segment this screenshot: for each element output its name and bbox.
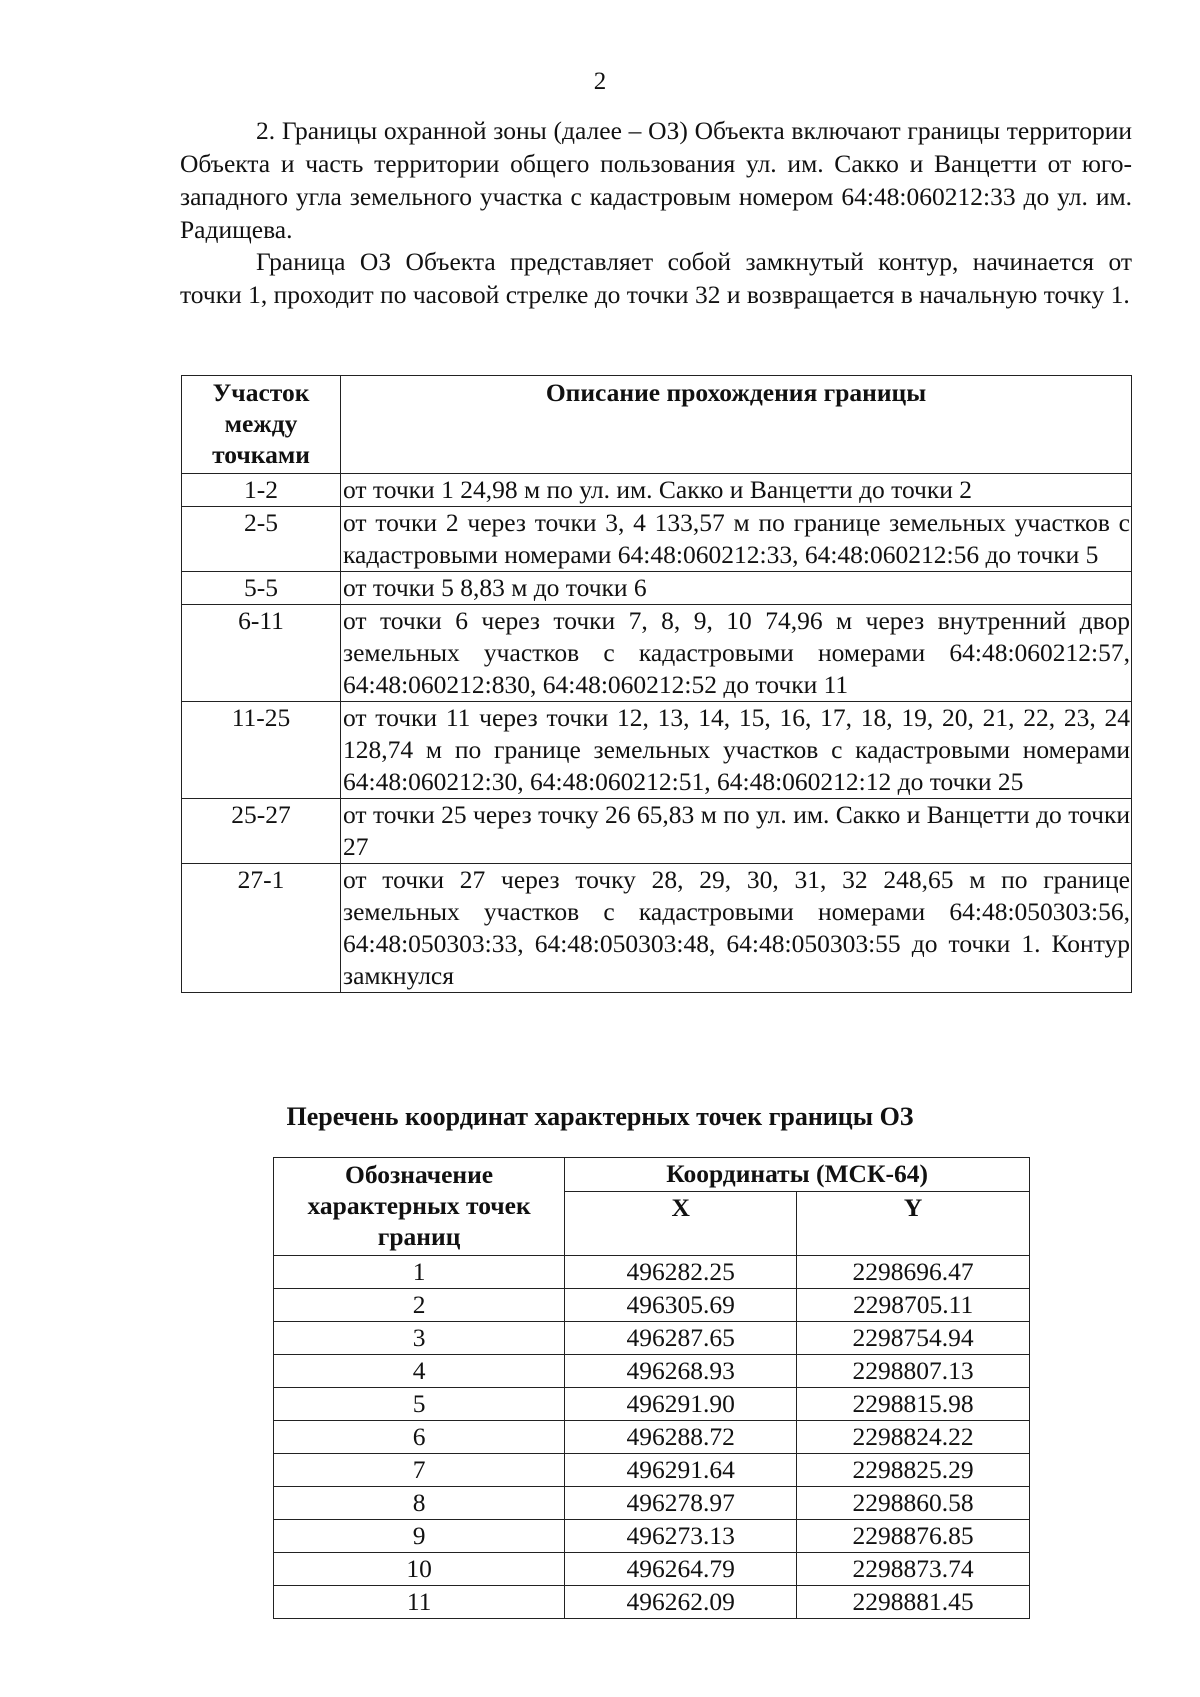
description-cell: от точки 1 24,98 м по ул. им. Сакко и Ванцетти до точки 2 [341, 474, 1132, 507]
y-cell: 2298825.29 [797, 1454, 1030, 1487]
description-cell: от точки 6 через точки 7, 8, 9, 10 74,96 м через внутренний двор земельных участков с кадастровыми номерами 64:48:060212:57, 64:48:060212:830, 64:48:060212:52 до точки 11 [341, 605, 1132, 702]
y-cell: 2298824.22 [797, 1421, 1030, 1454]
x-cell: 496262.09 [565, 1586, 797, 1619]
header-x: X [565, 1191, 797, 1255]
x-cell: 496287.65 [565, 1322, 797, 1355]
table-row [274, 1355, 1030, 1388]
header-point: Обозначение характерных точек границ [274, 1158, 565, 1256]
point-cell: 3 [274, 1322, 565, 1355]
y-cell: 2298815.98 [797, 1388, 1030, 1421]
table-row [274, 1421, 1030, 1454]
segment-cell: 11-25 [182, 702, 341, 799]
point-cell: 8 [274, 1487, 565, 1520]
segment-cell: 2-5 [182, 507, 341, 572]
paragraph-contour: Граница ОЗ Объекта представляет собой замкнутый контур, начинается от точки 1, проходит по часовой стрелке до точки 32 и возвращается в начальную точку 1. [180, 247, 1132, 309]
point-cell: 10 [274, 1553, 565, 1586]
paragraph-boundaries: 2. Границы охранной зоны (далее – ОЗ) Объекта включают границы территории Объекта и часть территории общего пользования ул. им. Сакко и Ванцетти от юго-западного угла земельного участка с кадастровым номером 64:48:060212:33 до ул. им. Радищева. [180, 116, 1132, 244]
y-cell: 2298876.85 [797, 1520, 1030, 1553]
coordinates-header-row [274, 1158, 1030, 1192]
y-cell: 2298881.45 [797, 1586, 1030, 1619]
y-cell: 2298754.94 [797, 1322, 1030, 1355]
table-row [274, 1487, 1030, 1520]
table-row [182, 702, 1132, 799]
segment-cell: 5-5 [182, 572, 341, 605]
table-row [182, 474, 1132, 507]
description-cell: от точки 27 через точку 28, 29, 30, 31, 32 248,65 м по границе земельных участков с кадастровыми номерами 64:48:050303:56, 64:48:050303:33, 64:48:050303:48, 64:48:050303:55 до точки 1. Контур замкнулся [341, 864, 1132, 993]
description-cell: от точки 2 через точки 3, 4 133,57 м по границе земельных участков с кадастровыми номерами 64:48:060212:33, 64:48:060212:56 до точки 5 [341, 507, 1132, 572]
x-cell: 496273.13 [565, 1520, 797, 1553]
header-y: Y [797, 1191, 1030, 1255]
table-row [182, 605, 1132, 702]
table-row [182, 799, 1132, 864]
header-segment: Участок между точками [182, 376, 341, 474]
description-cell: от точки 5 8,83 м до точки 6 [341, 572, 1132, 605]
table-row [274, 1256, 1030, 1289]
table-row [274, 1289, 1030, 1322]
table-row [274, 1388, 1030, 1421]
header-coordinates: Координаты (МСК-64) [565, 1158, 1030, 1192]
x-cell: 496264.79 [565, 1553, 797, 1586]
x-cell: 496291.90 [565, 1388, 797, 1421]
description-cell: от точки 11 через точки 12, 13, 14, 15, 16, 17, 18, 19, 20, 21, 22, 23, 24 128,74 м по границе земельных участков с кадастровыми номерами 64:48:060212:30, 64:48:060212:51, 64:48:060212:12 до точки 25 [341, 702, 1132, 799]
point-cell: 1 [274, 1256, 565, 1289]
y-cell: 2298696.47 [797, 1256, 1030, 1289]
description-cell: от точки 25 через точку 26 65,83 м по ул. им. Сакко и Ванцетти до точки 27 [341, 799, 1132, 864]
table-row [182, 572, 1132, 605]
page-number: 2 [593, 68, 607, 95]
x-cell: 496282.25 [565, 1256, 797, 1289]
point-cell: 6 [274, 1421, 565, 1454]
table-row [274, 1520, 1030, 1553]
point-cell: 4 [274, 1355, 565, 1388]
coordinates-title: Перечень координат характерных точек границы ОЗ [286, 1102, 914, 1131]
y-cell: 2298807.13 [797, 1355, 1030, 1388]
table-row [274, 1322, 1030, 1355]
point-cell: 9 [274, 1520, 565, 1553]
coordinates-table [273, 1157, 1030, 1619]
segment-cell: 6-11 [182, 605, 341, 702]
table-row [274, 1586, 1030, 1619]
point-cell: 5 [274, 1388, 565, 1421]
segment-cell: 25-27 [182, 799, 341, 864]
y-cell: 2298873.74 [797, 1553, 1030, 1586]
x-cell: 496291.64 [565, 1454, 797, 1487]
x-cell: 496278.97 [565, 1487, 797, 1520]
point-cell: 11 [274, 1586, 565, 1619]
segment-cell: 27-1 [182, 864, 341, 993]
x-cell: 496305.69 [565, 1289, 797, 1322]
y-cell: 2298860.58 [797, 1487, 1030, 1520]
table-row [274, 1553, 1030, 1586]
table-row [182, 864, 1132, 993]
header-description: Описание прохождения границы [341, 376, 1132, 474]
boundary-table [181, 375, 1132, 993]
x-cell: 496268.93 [565, 1355, 797, 1388]
point-cell: 7 [274, 1454, 565, 1487]
y-cell: 2298705.11 [797, 1289, 1030, 1322]
table-row [274, 1454, 1030, 1487]
boundary-table-header-row [182, 376, 1132, 474]
point-cell: 2 [274, 1289, 565, 1322]
table-row [182, 507, 1132, 572]
x-cell: 496288.72 [565, 1421, 797, 1454]
segment-cell: 1-2 [182, 474, 341, 507]
